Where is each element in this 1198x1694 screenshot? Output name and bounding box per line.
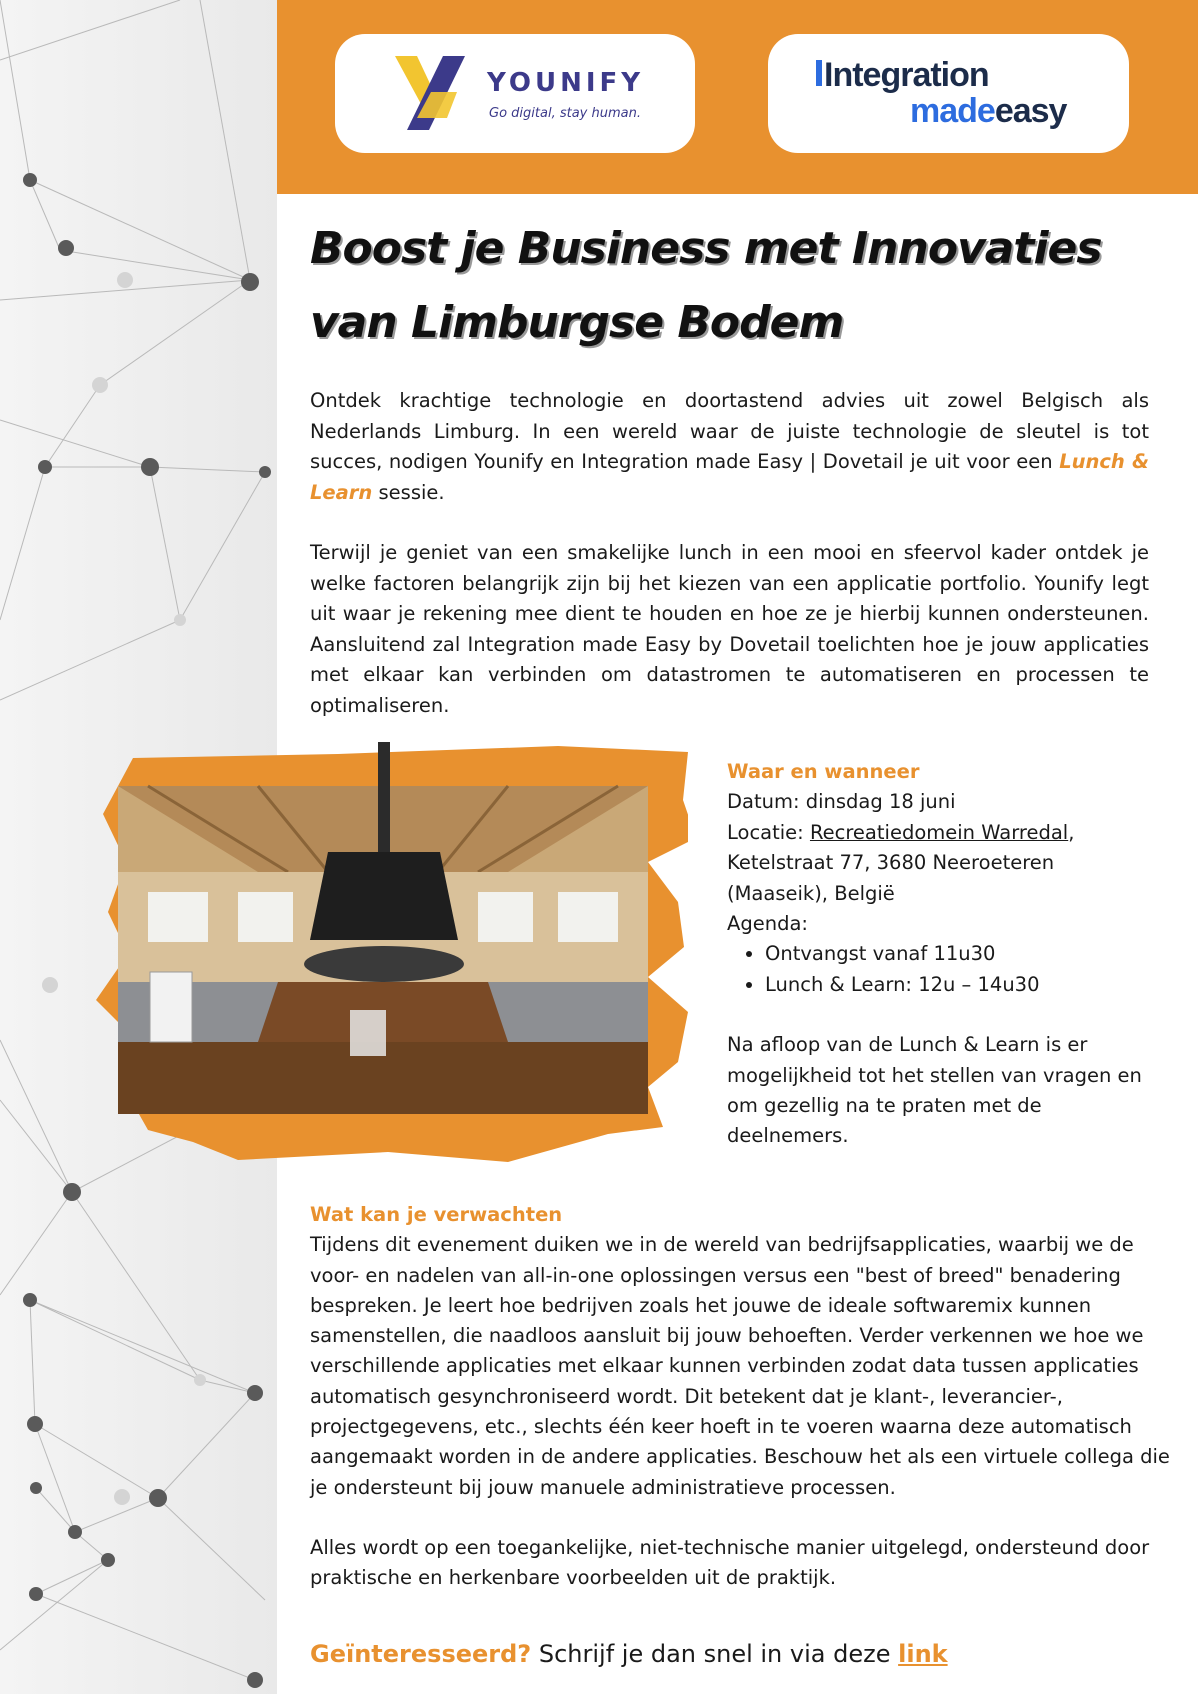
- intro-p1-text: Ontdek krachtige technologie en doortastend advies uit zowel Belgisch als Nederlands Limburg. In een wereld waar de juiste technologie de sleutel is tot succes, nodigen Younify en Integration made Easy | Dovetail je uit voor een: [310, 389, 1149, 473]
- younify-name: YOUNIFY: [487, 68, 645, 98]
- page-title: [310, 212, 1170, 360]
- title-line1: Boost je Business met Innovaties: [310, 223, 1102, 274]
- ime-logo-line2: [910, 92, 1066, 131]
- ime-logo-line1: [816, 56, 989, 95]
- location-link[interactable]: Recreatiedomein Warredal: [809, 820, 1069, 844]
- expect-heading: Wat kan je verwachten: [310, 1203, 563, 1226]
- agenda-item: • Ontvangst vanaf 11u30: [765, 939, 1157, 969]
- address-line-2: (Maaseik), België: [727, 881, 895, 905]
- intro-p1-end: sessie.: [372, 480, 445, 504]
- ime-made-text: made: [910, 92, 995, 130]
- call-to-action: [310, 1640, 948, 1668]
- intro-paragraph-2: Terwijl je geniet van een smakelijke lunch in een mooi en sfeervol kader ontdek je welke factoren belangrijk zijn bij het kiezen van een applicatie portfolio. Younify legt uit waar je rekening mee dient te houden en hoe ze je hierbij kunnen ondersteunen. Aansluitend zal Integration made Easy by Dovetail toelichten hoe je jouw applicaties met elkaar kan verbinden om datastromen te automatiseren en processen te optimaliseren.: [310, 541, 1149, 717]
- address-line-1: Ketelstraat 77, 3680 Neeroeteren: [727, 851, 1055, 875]
- agenda-list: [727, 939, 1157, 1000]
- agenda-label: Agenda:: [727, 912, 808, 936]
- cta-question: Geïnteresseerd?: [310, 1640, 532, 1668]
- venue-photo: [88, 742, 688, 1167]
- integration-made-easy-logo-card: [768, 34, 1129, 153]
- agenda-item: • Lunch & Learn: 12u – 14u30: [765, 970, 1157, 1000]
- after-event-text: Na afloop van de Lunch & Learn is er mogelijkheid tot het stellen van vragen en om gezellig na te praten met de deelnemers.: [727, 1033, 1142, 1148]
- venue-photo-graphic: [88, 742, 688, 1167]
- title-line2: van Limburgse Bodem: [310, 297, 844, 348]
- event-date: Datum: dinsdag 18 juni: [727, 790, 956, 814]
- ime-bar-icon: [816, 60, 822, 86]
- ime-line1-text: Integration: [824, 56, 989, 94]
- signup-link[interactable]: link: [898, 1640, 948, 1668]
- lunch-learn-highlight: Lunch & Learn: [310, 450, 1149, 504]
- cta-text: Schrijf je dan snel in via deze: [531, 1640, 899, 1668]
- location-prefix: Locatie:: [727, 820, 810, 844]
- expect-paragraph-1: Tijdens dit evenement duiken we in de wereld van bedrijfsapplicaties, waarbij we de voor- en nadelen van all-in-one oplossingen versus een "best of breed" benadering bespreken. Je leert hoe bedrijven zoals het jouwe de ideale softwaremix kunnen samenstellen, die naadloos aansluit bij jouw behoeften. Verder verkennen we hoe we verschillende applicaties met elkaar kunnen verbinden zodat data tussen applicaties automatisch gesynchroniseerd wordt. Dit betekent dat je klant-, leverancier-, projectgegevens, etc., slechts één keer hoeft in te voeren waarna deze automatisch aangemaakt worden in de andere applicaties. Beschouw het als een virtuele collega die je ondersteunt bij jouw manuele administratieve processen.: [310, 1233, 1170, 1499]
- ime-easy-text: easy: [994, 92, 1067, 130]
- younify-logo-icon: [387, 48, 473, 138]
- younify-logo-card: [335, 34, 695, 153]
- expect-section: [310, 1200, 1170, 1594]
- location-suffix: ,: [1068, 820, 1075, 844]
- intro-paragraph-1: [310, 386, 1149, 508]
- younify-tagline: Go digital, stay human.: [489, 106, 641, 121]
- info-heading: Waar en wanneer: [727, 760, 920, 783]
- event-info: [727, 757, 1157, 1152]
- event-location: [727, 818, 1157, 848]
- expect-paragraph-2: Alles wordt op een toegankelijke, niet-technische manier uitgelegd, ondersteund door praktische en herkenbare voorbeelden uit de praktijk.: [310, 1535, 1150, 1590]
